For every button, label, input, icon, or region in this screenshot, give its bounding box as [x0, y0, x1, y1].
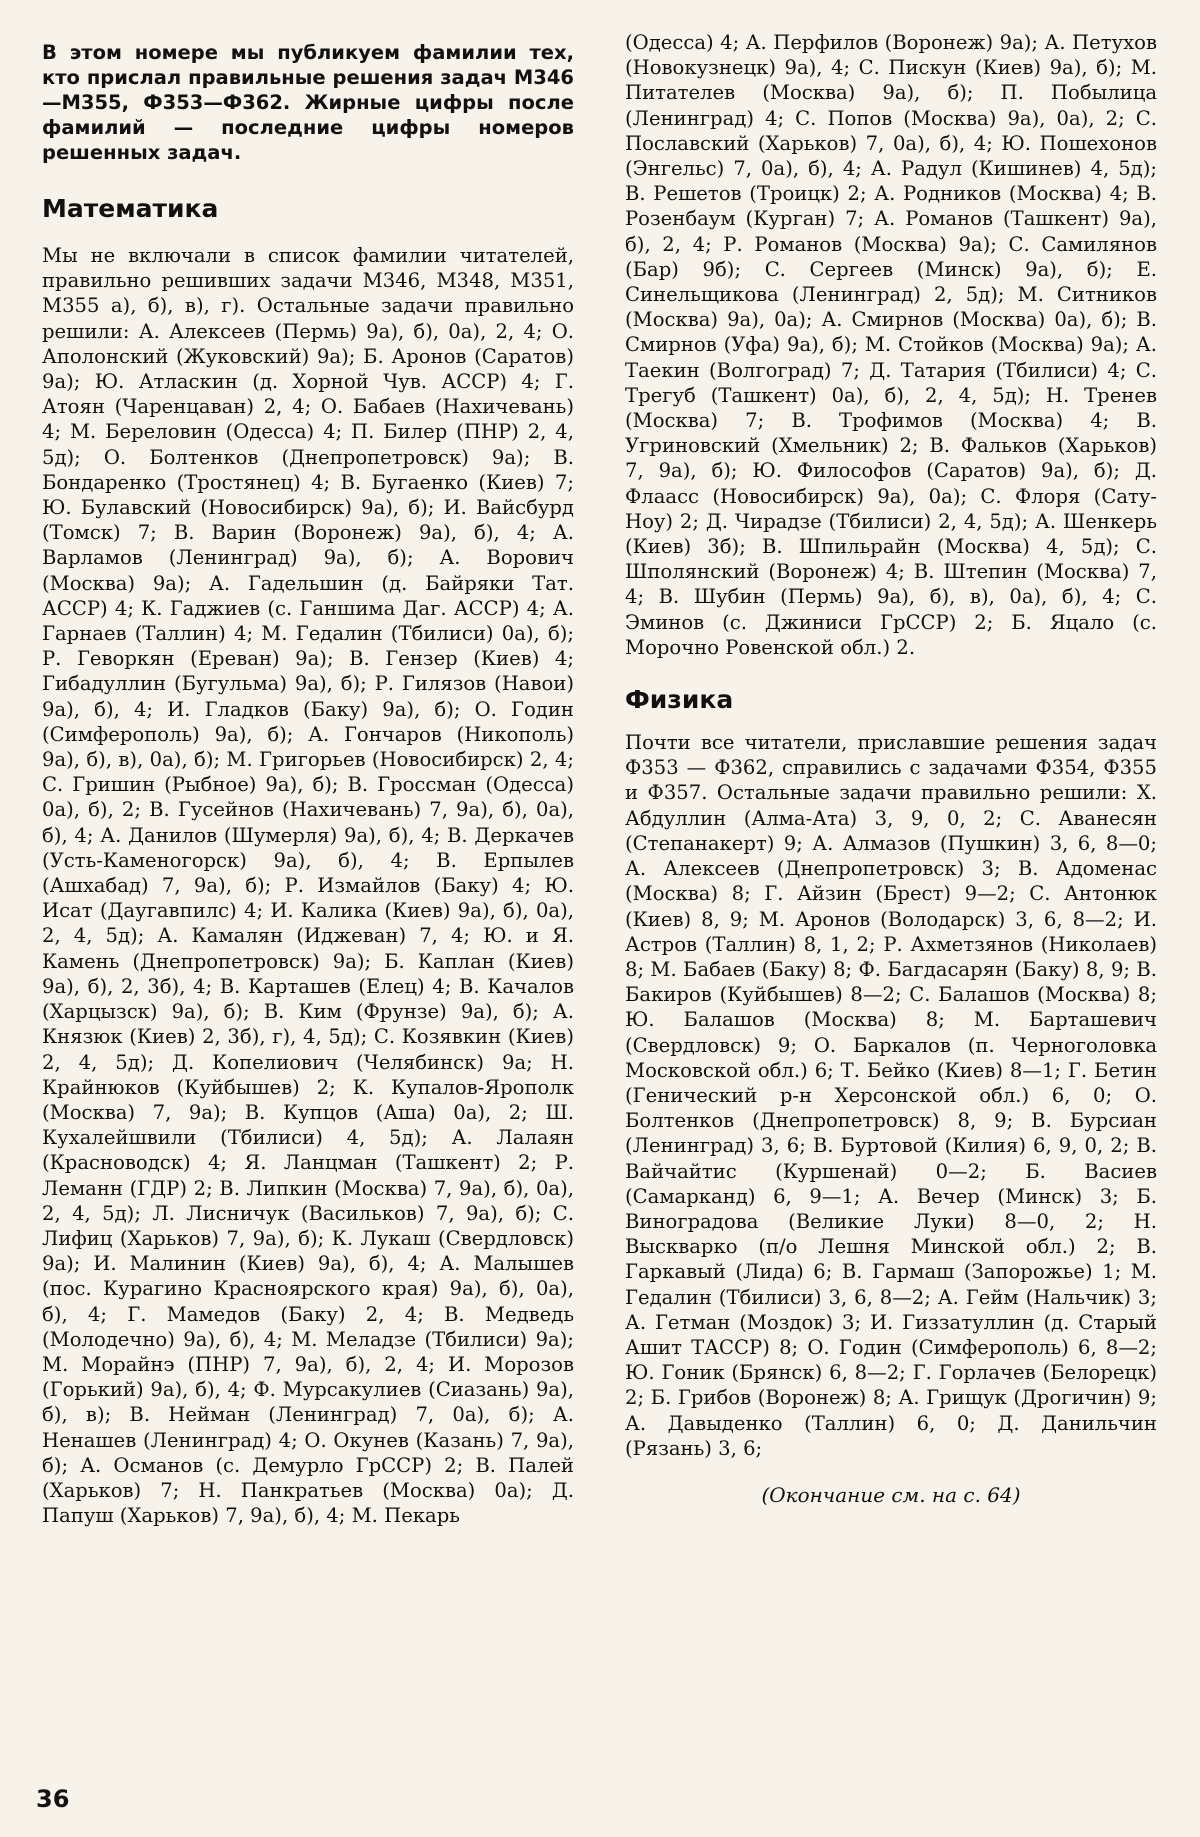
- math-solvers-list: Мы не включали в список фамилии читателей, правильно решивших задачи М346, М348, М351, М355 а), б), в), г). Остальные задачи правильно решили: А. Алексеев (Пермь) 9а), б), 0а), 2, 4; О. Аполонский (Жуковский) 9а); Б. Аронов (Саратов) 9а); Ю. Атласкин (д. Хорной Чув. АССР) 4; Г. Атоян (Чаренцаван) 2, 4; О. Бабаев (Нахичевань) 4; М. Береловин (Одесса) 4; П. Билер (ПНР) 2, 4, 5д); О. Болтенков (Днепропетровск) 9а); В. Бондаренко (Тростянец) 4; В. Бугаенко (Киев) 7; Ю. Булавский (Новосибирск) 9а), б); И. Вайсбурд (Томск) 7; В. Варин (Воронеж) 9а), б), 4; А. Варламов (Ленинград) 9а), б); А. Ворович (Москва) 9а); А. Гадельшин (д. Байряки Тат. АССР) 4; К. Гаджиев (с. Ганшима Даг. АССР) 4; А. Гарнаев (Таллин) 4; М. Гедалин (Тбилиси) 0а), б); Р. Геворкян (Ереван) 9а); В. Гензер (Киев) 4; Гибадуллин (Бугульма) 9а), б); Р. Гилязов (Навои) 9а), б), 4; И. Гладков (Баку) 9а), б); О. Годин (Симферополь) 9а), б); А. Гончаров (Никополь) 9а), б), в), 0а), б); М. Григорьев (Новосибирск) 2, 4; С. Гришин (Рыбное) 9а), б); В. Гроссман (Одесса) 0а), б), 2; В. Гусейнов (Нахичевань) 7, 9а), б), 0а), б), 4; А. Данилов (Шумерля) 9а), б), 4; В. Деркачев (Усть-Каменогорск) 9а), б), 4; В. Ерпылев (Ашхабад) 7, 9а), б); Р. Измайлов (Баку) 4; Ю. Исат (Даугавпилс) 4; И. Калика (Киев) 9а), б), 0а), 2, 4, 5д); А. Камалян (Иджеван) 7, 4; Ю. и Я. Камень (Днепропетровск) 9а); Б. Каплан (Киев) 9а), б), 2, 3б), 4; В. Карташев (Елец) 4; В. Качалов (Харцызск) 9а), б); В. Ким (Фрунзе) 9а), б); А. Князюк (Киев) 2, 3б), г), 4, 5д); С. Козявкин (Киев) 2, 4, 5д); Д. Копелиович (Челябинск) 9а; Н. Крайнюков (Куйбышев) 2; К. Купалов-Ярополк (Москва) 7, 9а); В. Купцов (Аша) 0а), 2; Ш. Кухалейшвили (Тбилиси) 4, 5д); А. Лалаян (Красноводск) 4; Я. Ланцман (Ташкент) 2; Р. Леманн (ГДР) 2; В. Липкин (Москва) 7, 9а), б), 0а), 2, 4, 5д); Л. Лисничук (Васильков) 7, 9а), б); С. Лифиц (Харьков) 7, 9а), б); К. Лукаш (Свердловск) 9а); И. Малинин (Киев) 9а), б), 4; А. Малышев (пос. Курагино Красноярского края) 9а), б), 0а), б), 4; Г. Мамедов (Баку) 2, 4; В. Медведь (Молодечно) 9а), б), 4; М. Меладзе (Тбилиси) 9а); М. Морайнэ (ПНР) 7, 9а), б), 2, 4; И. Морозов (Горький) 9а), б), 4; Ф. Мурсакулиев (Сиазань) 9а), б), в); В. Нейман (Ленинград) 7, 0а), б); А. Ненашев (Ленинград) 4; О. Окунев (Казань) 7, 9а), б); А. Османов (с. Демурло ГрССР) 2; В. Палей (Харьков) 7; Н. Панкратьев (Москва) 0а); Д. Папуш (Харьков) 7, 9а), б), 4; М. Пекарь: [42, 244, 574, 1528]
- math-solvers-list-continued: (Одесса) 4; А. Перфилов (Воронеж) 9а); А. Петухов (Новокузнецк) 9а), 4; С. Пискун (Киев) 9а), б); М. Питателев (Москва) 9а), б); П. Побылица (Ленинград) 4; С. Попов (Москва) 9а), 0а), 2; С. Пославский (Харьков) 7, 0а), б), 4; Ю. Пошехонов (Энгельс) 7, 0а), б), 4; А. Радул (Кишинев) 4, 5д); В. Решетов (Троицк) 2; А. Родников (Москва) 4; В. Розенбаум (Курган) 7; А. Романов (Ташкент) 9а), б), 2, 4; Р. Романов (Москва) 9а); С. Самилянов (Бар) 9б); С. Сергеев (Минск) 9а), б); Е. Синельщикова (Ленинград) 2, 5д); М. Ситников (Москва) 9а), 0а); А. Смирнов (Москва) 0а), б); В. Смирнов (Уфа) 9а), б); М. Стойков (Москва) 9а); А. Таекин (Волгоград) 7; Д. Татария (Тбилиси) 4; С. Трегуб (Ташкент) 0а), б), 2, 4, 5д); Н. Тренев (Москва) 7; В. Трофимов (Москва) 4; В. Угриновский (Хмельник) 2; В. Фальков (Харьков) 7, 9а), б); Ю. Философов (Саратов) 9а), б); Д. Флаасс (Новосибирск) 9а), 0а); С. Флоря (Сату-Ноу) 2; Д. Чирадзе (Тбилиси) 2, 4, 5д); А. Шенкерь (Киев) 3б); В. Шпильрайн (Москва) 4, 5д); С. Шполянский (Воронеж) 4; В. Штепин (Москва) 7, 4; В. Шубин (Пермь) 9а), б), в), 0а), б), 4; С. Эминов (с. Джиниси ГрССР) 2; Б. Яцало (с. Морочно Ровенской обл.) 2.: [625, 31, 1157, 659]
- intro-paragraph: В этом номере мы публикуем фамилии тех, кто прислал правильные решения задач М346—М355, Ф353—Ф362. Жирные цифры после фамилий — последние цифры номеров решенных задач.: [42, 41, 574, 164]
- math-section-title: Математика: [42, 194, 219, 223]
- page-number: 36: [36, 1785, 70, 1813]
- physics-solvers-list: Почти все читатели, приславшие решения задач Ф353 — Ф362, справились с задачами Ф354, Ф355 и Ф357. Остальные задачи правильно решили: Х. Абдуллин (Алма-Ата) 3, 9, 0, 2; С. Аванесян (Степанакерт) 9; А. Алмазов (Пушкин) 3, 6, 8—0; А. Алексеев (Днепропетровск) 3; В. Адоменас (Москва) 8; Г. Айзин (Брест) 9—2; С. Антонюк (Киев) 8, 9; М. Аронов (Володарск) 3, 6, 8—2; И. Астров (Таллин) 8, 1, 2; Р. Ахметзянов (Николаев) 8; М. Бабаев (Баку) 8; Ф. Багдасарян (Баку) 8, 9; В. Бакиров (Куйбышев) 8—2; С. Балашов (Москва) 8; Ю. Балашов (Москва) 8; М. Барташевич (Свердловск) 9; О. Баркалов (п. Черноголовка Московской обл.) 6; Т. Бейко (Киев) 8—1; Г. Бетин (Генический р-н Херсонской обл.) 6, 0; О. Болтенков (Днепропетровск) 8, 9; В. Бурсиан (Ленинград) 3, 6; В. Буртовой (Килия) 6, 9, 0, 2; В. Вайчайтис (Куршенай) 0—2; Б. Васиев (Самарканд) 6, 9—1; А. Вечер (Минск) 3; Б. Виноградова (Великие Луки) 8—0, 2; Н. Выскварко (п/о Лешня Минской обл.) 2; В. Гаркавый (Лида) 6; В. Гармаш (Запорожье) 1; М. Гедалин (Тбилиси) 3, 6, 8—2; А. Гейм (Нальчик) 3; А. Гетман (Моздок) 3; И. Гиззатуллин (д. Старый Ашит ТАССР) 8; О. Годин (Симферополь) 6, 8—2; Ю. Гоник (Брянск) 6, 8—2; Г. Горлачев (Белорецк) 2; Б. Грибов (Воронеж) 8; А. Грищук (Дрогичин) 9; А. Давыденко (Таллин) 6, 0; Д. Данильчин (Рязань) 3, 6;: [625, 731, 1157, 1460]
- left-column: [42, 28, 574, 1528]
- continuation-note: (Окончание см. на с. 64): [761, 1482, 1021, 1507]
- physics-section-title: Физика: [625, 685, 734, 715]
- right-column: [625, 28, 1157, 1507]
